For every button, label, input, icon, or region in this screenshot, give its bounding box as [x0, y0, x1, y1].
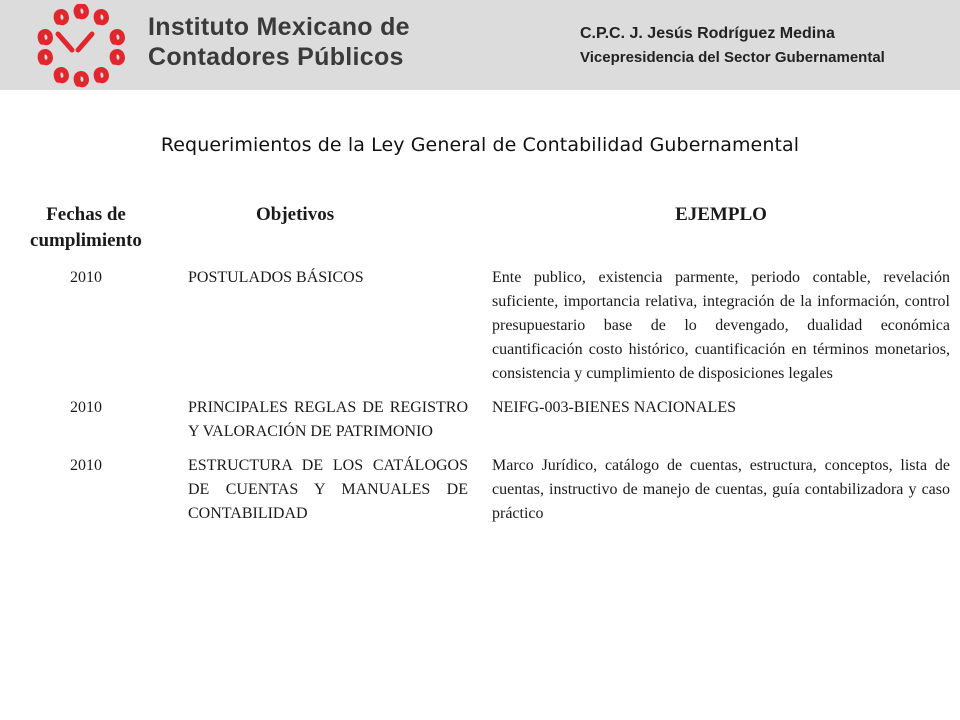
row-year: 2010 [70, 399, 102, 416]
organization-line-2: Contadores Públicos [148, 43, 404, 71]
presenter-role: Vicepresidencia del Sector Gubernamental [580, 49, 885, 66]
row-year: 2010 [70, 457, 102, 474]
table-header-row [0, 196, 960, 262]
imcp-logo-icon [28, 4, 136, 88]
presenter-block [580, 22, 885, 70]
row-example: Marco Jurídico, catálogo de cuentas, estructura, conceptos, lista de cuentas, instructivo de manejo de cuentas, guía contabilizadora y caso práctico [492, 457, 950, 522]
table-row [0, 262, 960, 392]
column-header-example: EJEMPLO [675, 204, 767, 225]
row-objective: PRINCIPALES REGLAS DE REGISTRO Y VALORACIÓN DE PATRIMONIO [188, 399, 468, 440]
row-objective: POSTULADOS BÁSICOS [188, 269, 364, 286]
slide-title: Requerimientos de la Ley General de Contabilidad Gubernamental [160, 134, 800, 156]
header-banner [0, 0, 960, 90]
row-objective: ESTRUCTURA DE LOS CATÁLOGOS DE CUENTAS Y MANUALES DE CONTABILIDAD [188, 457, 468, 522]
presenter-name: C.P.C. J. Jesús Rodríguez Medina [580, 25, 835, 42]
organization-line-1: Instituto Mexicano de [148, 13, 410, 41]
organization-name [148, 12, 410, 72]
row-example: Ente publico, existencia parmente, periodo contable, revelación suficiente, importancia relativa, integración de la información, control presupuestario base de lo devengado, dualidad económica cuantificación costo histórico, cuantificación en términos monetarios, consistencia y cumplimiento de disposiciones legales [492, 269, 950, 382]
column-header-objectives: Objetivos [256, 204, 335, 225]
column-header-dates: Fechas de cumplimiento [30, 204, 142, 251]
requirements-table [0, 196, 960, 532]
row-example: NEIFG-003-BIENES NACIONALES [492, 399, 736, 416]
table-row [0, 392, 960, 450]
table-row [0, 450, 960, 532]
row-year: 2010 [70, 269, 102, 286]
